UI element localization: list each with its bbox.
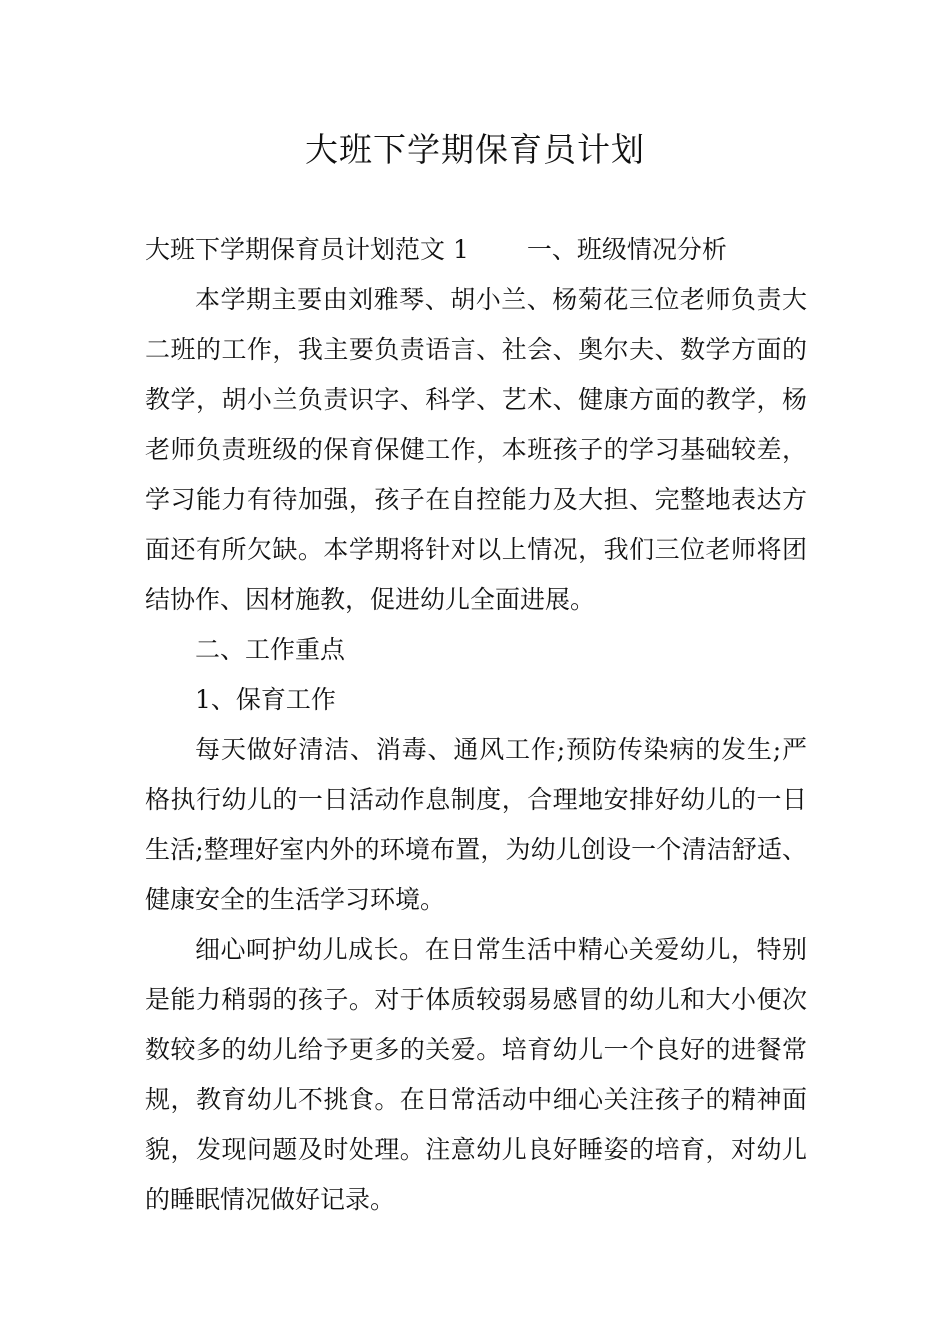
paragraph-daily-care: 每天做好清洁、消毒、通风工作;预防传染病的发生;严格执行幼儿的一日活动作息制度，合理地安排好幼儿的一日生活;整理好室内外的环境布置，为幼儿创设一个清洁舒适、健康安全的生活学习环境。 bbox=[145, 735, 807, 914]
subsection-heading-1: 1、保育工作 bbox=[195, 685, 336, 714]
section-heading-1: 一、班级情况分析 bbox=[526, 235, 727, 264]
paragraph-child-care: 细心呵护幼儿成长。在日常生活中精心关爱幼儿，特别是能力稍弱的孩子。对于体质较弱易感冒的幼儿和大小便次数较多的幼儿给予更多的关爱。培育幼儿一个良好的进餐常规，教育幼儿不挑食。在日常活动中细心关注孩子的精神面貌，发现问题及时处理。注意幼儿良好睡姿的培育，对幼儿的睡眠情况做好记录。 bbox=[145, 935, 807, 1214]
intro-line bbox=[145, 225, 807, 275]
paragraph-class-analysis: 本学期主要由刘雅琴、胡小兰、杨菊花三位老师负责大二班的工作，我主要负责语言、社会、奥尔夫、数学方面的教学，胡小兰负责识字、科学、艺术、健康方面的教学，杨老师负责班级的保育保健工作，本班孩子的学习基础较差，学习能力有待加强，孩子在自控能力及大担、完整地表达方面还有所欠缺。本学期将针对以上情况，我们三位老师将团结协作、因材施教，促进幼儿全面进展。 bbox=[145, 285, 807, 614]
intro-title-text: 大班下学期保育员计划范文 1 bbox=[145, 235, 469, 264]
document-body bbox=[145, 225, 807, 1225]
document-title: 大班下学期保育员计划 bbox=[305, 130, 645, 169]
section-heading-2: 二、工作重点 bbox=[195, 635, 346, 664]
